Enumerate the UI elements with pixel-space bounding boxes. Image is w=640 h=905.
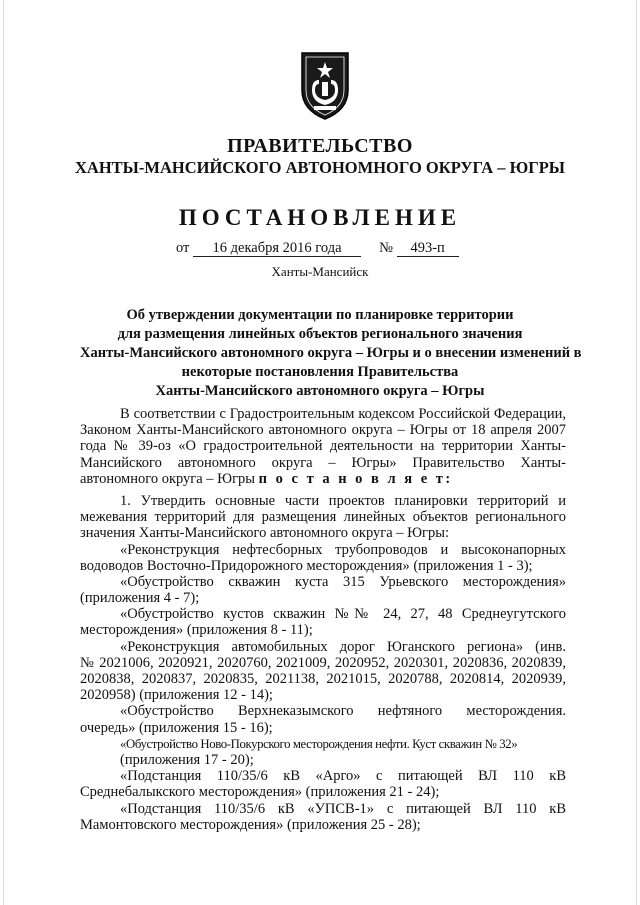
title-line: Ханты-Мансийского автономного округа – Югры и о внесении изменений в: [80, 345, 582, 361]
list-item-line: очередь» (приложения 15 - 16);: [80, 719, 273, 736]
title-line: некоторые постановления Правительства: [181, 364, 459, 380]
title-line: Ханты-Мансийского автономного округа – Югры: [155, 383, 485, 399]
list-item-line: «Подстанция 110/35/6 кВ «УПСВ-1» с питающей ВЛ 110 кВ: [120, 800, 566, 817]
title-line: для размещения линейных объектов регионального значения: [117, 326, 523, 342]
list-item-line: (приложения 4 - 7);: [80, 590, 200, 607]
preamble-line: Законом Ханты-Мансийского автономного округа – Югры от 18 апреля 2007: [80, 422, 566, 439]
city: Ханты-Мансийск: [271, 264, 369, 279]
preamble-last-line: [80, 471, 566, 487]
item-1-line: 1. Утвердить основные части проектов планировки территорий и: [120, 492, 566, 509]
list-item-line: 2020838, 2020837, 2020835, 2021138, 2021015, 2020788, 2020814, 2020939,: [80, 671, 566, 687]
list-item-line: Мамонтовского месторождения» (приложения 25 - 28);: [80, 816, 421, 833]
from-label: от: [176, 240, 190, 256]
list-item-line: «Подстанция 110/35/6 кВ «Арго» с питающей ВЛ 110 кВ: [120, 768, 566, 785]
list-item-line: «Реконструкция автомобильных дорог Юганского региона» (инв.: [120, 638, 566, 655]
item-1-line: значения Ханты-Мансийского автономного округа – Югры:: [80, 525, 450, 542]
number-label: №: [379, 240, 393, 256]
coat-of-arms-emblem-icon: [298, 50, 352, 122]
region-name: ХАНТЫ-МАНСИЙСКОГО АВТОНОМНОГО ОКРУГА – ЮГРЫ: [75, 158, 565, 177]
list-item-line: № 2021006, 2020921, 2020760, 2021009, 2020952, 2020301, 2020836, 2020839,: [80, 654, 566, 671]
title-line: Об утверждении документации по планировке территории: [126, 307, 514, 323]
document-date: 16 декабря 2016 года: [193, 241, 361, 257]
list-item-line: «Обустройство скважин куста 315 Урьевского месторождения»: [120, 573, 566, 590]
preamble-line: года № 39-оз «О градостроительной деятельности на территории Ханты-: [80, 438, 566, 455]
document-type: ПОСТАНОВЛЕНИЕ: [178, 205, 462, 230]
list-item-line: месторождения» (приложения 8 - 11);: [80, 622, 313, 639]
preamble-line: В соответствии с Градостроительным кодексом Российской Федерации,: [120, 406, 566, 422]
list-item-line: «Обустройство Ново-Покурского месторождения нефти. Куст скважин № 32»: [120, 736, 518, 751]
list-item-line: «Обустройство кустов скважин №№ 24, 27, 48 Среднеугутского: [120, 606, 566, 623]
list-item-line: 2020958) (приложения 12 - 14);: [80, 687, 273, 704]
document-number: 493-п: [397, 241, 459, 257]
list-item-line: водоводов Восточно-Придорожного месторождения» (приложения 1 - 3);: [80, 557, 533, 574]
list-item-line: «Обустройство Верхнеказымского нефтяного месторождения.: [120, 703, 566, 720]
preamble-line: Мансийского автономного округа – Югры» Правительство Ханты-: [80, 454, 566, 471]
preamble-text: автономного округа – Югры: [80, 470, 259, 487]
document-body: [80, 406, 566, 833]
list-item-line: (приложения 17 - 20);: [120, 751, 254, 768]
document-title: [80, 306, 582, 401]
resolves-emphasis: п о с т а н о в л я е т:: [258, 470, 453, 487]
list-item-line: Среднебалыкского месторождения» (приложения 21 - 24);: [80, 784, 440, 801]
list-item-line: «Реконструкция нефтесборных трубопроводов и высоконапорных: [120, 541, 566, 558]
government-name: ПРАВИТЕЛЬСТВО: [227, 135, 413, 157]
date-number-line: [176, 240, 459, 257]
item-1-line: межевания территорий для размещения линейных объектов регионального: [80, 509, 566, 526]
